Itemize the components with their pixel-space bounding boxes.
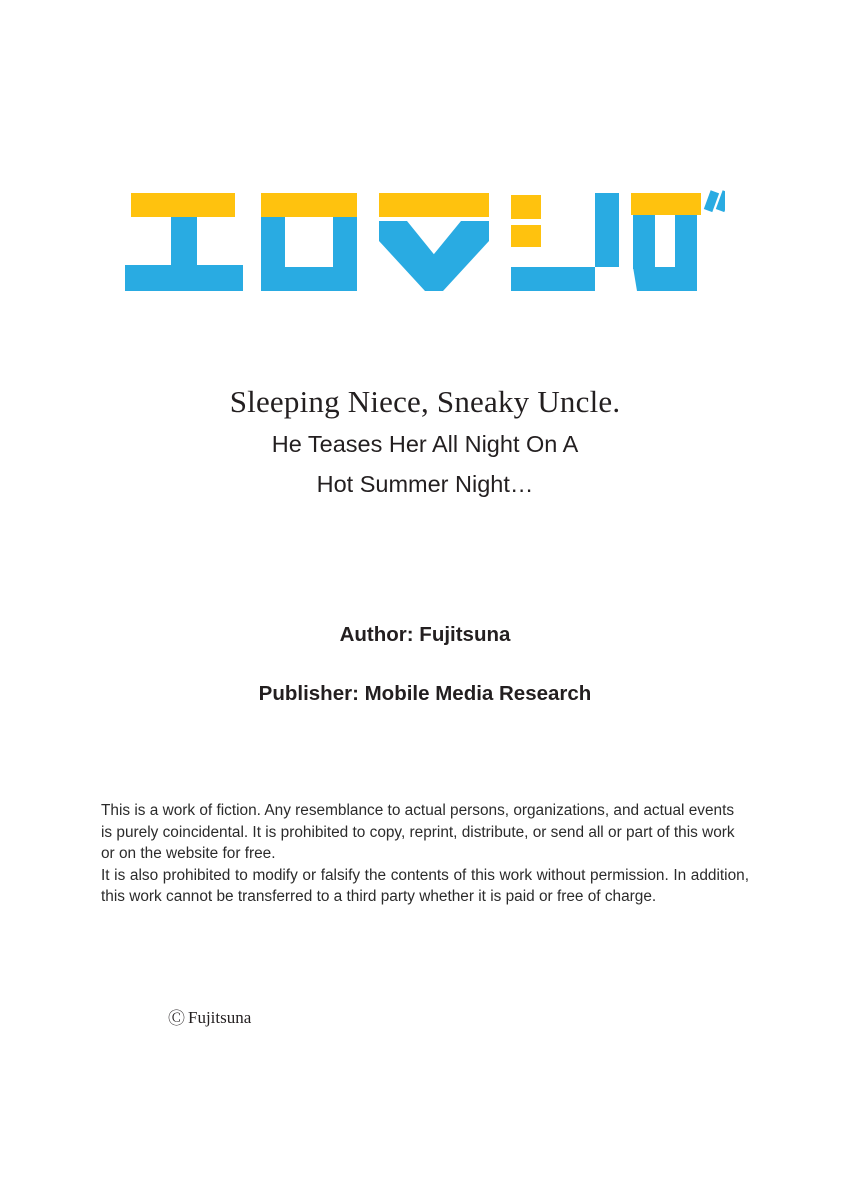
copyright-icon: Ⓒ <box>168 1008 185 1028</box>
logo-text <box>425 300 426 301</box>
disclaimer-block <box>101 800 749 908</box>
glyph-ga <box>631 190 725 291</box>
disclaimer-paragraph-1: This is a work of fiction. Any resemblance to actual persons, organizations, and actual events is purely coincidental. It is prohibited to copy, reprint, distribute, or send all or part of this work or on the website for free. <box>101 802 735 862</box>
page-title <box>0 380 850 504</box>
eromanga-shima-logo <box>125 185 725 300</box>
title-line-1: Sleeping Niece, Sneaky Uncle. <box>229 384 621 419</box>
author-line: Author: Fujitsuna <box>339 623 511 646</box>
copyright-holder: Fujitsuna <box>188 1008 252 1027</box>
title-line-3: Hot Summer Night… <box>316 471 534 497</box>
copyright-notice <box>168 1008 251 1028</box>
title-line-2: He Teases Her All Night On A <box>271 431 579 457</box>
publisher-line: Publisher: Mobile Media Research <box>258 682 592 705</box>
glyph-e <box>125 193 243 291</box>
glyph-ro <box>261 193 357 291</box>
logo-container <box>0 185 850 305</box>
glyph-ma <box>379 193 489 291</box>
credits-block <box>0 605 850 723</box>
disclaimer-paragraph-2: It is also prohibited to modify or falsify the contents of this work without permission. In addition, this work cannot be transferred to a third party whether it is paid or free of charge. <box>101 866 749 905</box>
glyph-n <box>511 193 619 291</box>
